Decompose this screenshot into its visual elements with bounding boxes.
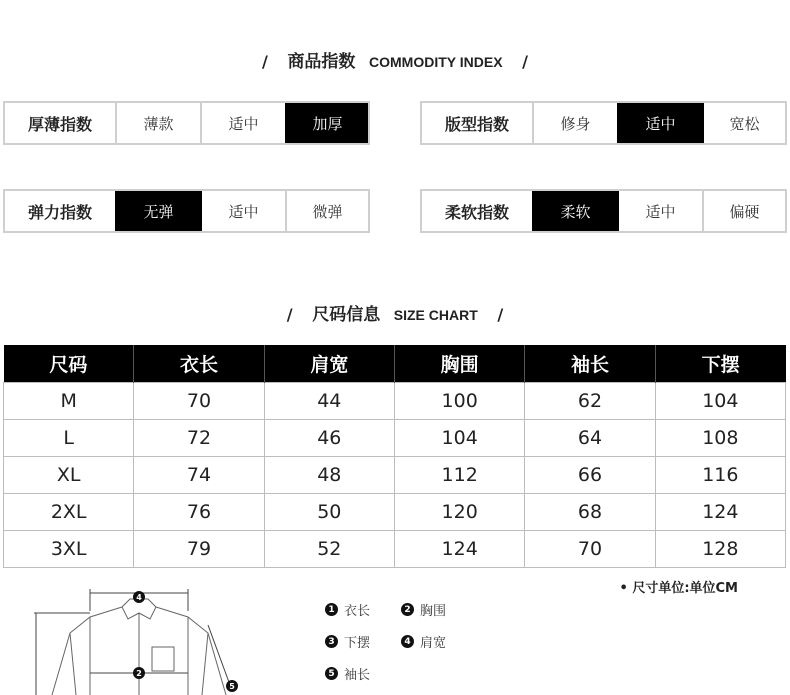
legend-label: 下摆 (344, 636, 371, 651)
heading-en: SIZE CHART (393, 307, 478, 323)
table-cell: 76 (134, 494, 264, 531)
heading-zh: 商品指数 (287, 52, 356, 72)
table-row (4, 420, 786, 457)
elasticity-option-medium: 适中 (200, 191, 285, 231)
table-cell: 2XL (4, 494, 134, 531)
unit-note: • 尺寸单位:单位CM (619, 581, 738, 596)
legend-item-chest (401, 600, 446, 619)
table-cell: 70 (525, 531, 655, 568)
table-cell: XL (4, 457, 134, 494)
table-cell: 112 (394, 457, 524, 494)
table-cell: 72 (134, 420, 264, 457)
legend-label: 肩宽 (420, 636, 447, 651)
thickness-option-medium: 适中 (200, 103, 285, 143)
legend-number: 1 (325, 603, 338, 616)
heading-zh: 尺码信息 (312, 305, 381, 325)
heading-en: COMMODITY INDEX (369, 54, 503, 70)
table-cell: 48 (264, 457, 394, 494)
svg-text:4: 4 (136, 593, 142, 602)
legend-number: 4 (401, 635, 414, 648)
diagram-marker-4 (133, 591, 145, 603)
shirt-diagram (30, 585, 250, 695)
thickness-option-thick-selected: 加厚 (285, 103, 368, 143)
thickness-index (3, 101, 370, 145)
table-cell: 124 (394, 531, 524, 568)
table-row (4, 494, 786, 531)
fit-option-loose: 宽松 (702, 103, 785, 143)
table-cell: 50 (264, 494, 394, 531)
svg-text:5: 5 (229, 682, 235, 691)
table-cell: 46 (264, 420, 394, 457)
header-sleeve: 袖长 (525, 345, 655, 383)
softness-option-soft-selected: 柔软 (532, 191, 617, 231)
fit-option-regular-selected: 适中 (617, 103, 702, 143)
softness-option-medium: 适中 (617, 191, 702, 231)
table-cell: 104 (655, 383, 785, 420)
table-cell: 74 (134, 457, 264, 494)
fit-option-slim: 修身 (532, 103, 617, 143)
fit-index-label: 版型指数 (444, 114, 509, 134)
table-row (4, 531, 786, 568)
legend-label: 胸围 (420, 604, 447, 619)
elasticity-index (3, 189, 370, 233)
diagram-marker-2 (133, 667, 145, 679)
header-shoulder: 肩宽 (264, 345, 394, 383)
legend-label: 袖长 (344, 668, 371, 683)
elasticity-index-label: 弹力指数 (27, 202, 92, 222)
diagram-marker-5 (226, 680, 238, 692)
table-cell: 100 (394, 383, 524, 420)
table-cell: 3XL (4, 531, 134, 568)
size-chart-heading (0, 300, 790, 325)
fit-index (420, 101, 787, 145)
legend-number: 5 (325, 667, 338, 680)
legend-item-length (325, 600, 370, 619)
table-row (4, 383, 786, 420)
heading-slash-right: / (522, 52, 528, 71)
legend-number: 3 (325, 635, 338, 648)
table-cell: 128 (655, 531, 785, 568)
table-cell: 104 (394, 420, 524, 457)
legend-item-hem (325, 632, 370, 651)
elasticity-option-none-selected: 无弹 (115, 191, 200, 231)
table-cell: 64 (525, 420, 655, 457)
table-cell: 108 (655, 420, 785, 457)
header-length: 衣长 (134, 345, 264, 383)
thickness-index-label: 厚薄指数 (27, 114, 92, 134)
table-cell: 120 (394, 494, 524, 531)
legend-item-shoulder (401, 632, 446, 651)
table-cell: M (4, 383, 134, 420)
header-size: 尺码 (4, 345, 134, 383)
table-cell: 62 (525, 383, 655, 420)
table-cell: 116 (655, 457, 785, 494)
heading-slash-right: / (497, 305, 504, 324)
thickness-option-thin: 薄款 (115, 103, 200, 143)
header-hem: 下摆 (655, 345, 785, 383)
table-cell: 68 (525, 494, 655, 531)
table-cell: 124 (655, 494, 785, 531)
legend-item-sleeve (325, 664, 370, 683)
table-cell: 44 (264, 383, 394, 420)
heading-slash-left: / (262, 52, 268, 71)
commodity-index-heading (0, 47, 790, 72)
heading-slash-left: / (286, 305, 293, 324)
softness-index-label: 柔软指数 (444, 202, 509, 222)
header-chest: 胸围 (394, 345, 524, 383)
table-cell: 52 (264, 531, 394, 568)
svg-text:2: 2 (136, 669, 142, 678)
size-table (3, 345, 786, 568)
softness-index (420, 189, 787, 233)
table-cell: L (4, 420, 134, 457)
table-cell: 79 (134, 531, 264, 568)
elasticity-option-slight: 微弹 (285, 191, 368, 231)
softness-option-stiff: 偏硬 (702, 191, 785, 231)
legend-label: 衣长 (344, 604, 371, 619)
table-cell: 70 (134, 383, 264, 420)
legend-number: 2 (401, 603, 414, 616)
size-table-header-row (4, 345, 786, 383)
table-cell: 66 (525, 457, 655, 494)
table-row (4, 457, 786, 494)
